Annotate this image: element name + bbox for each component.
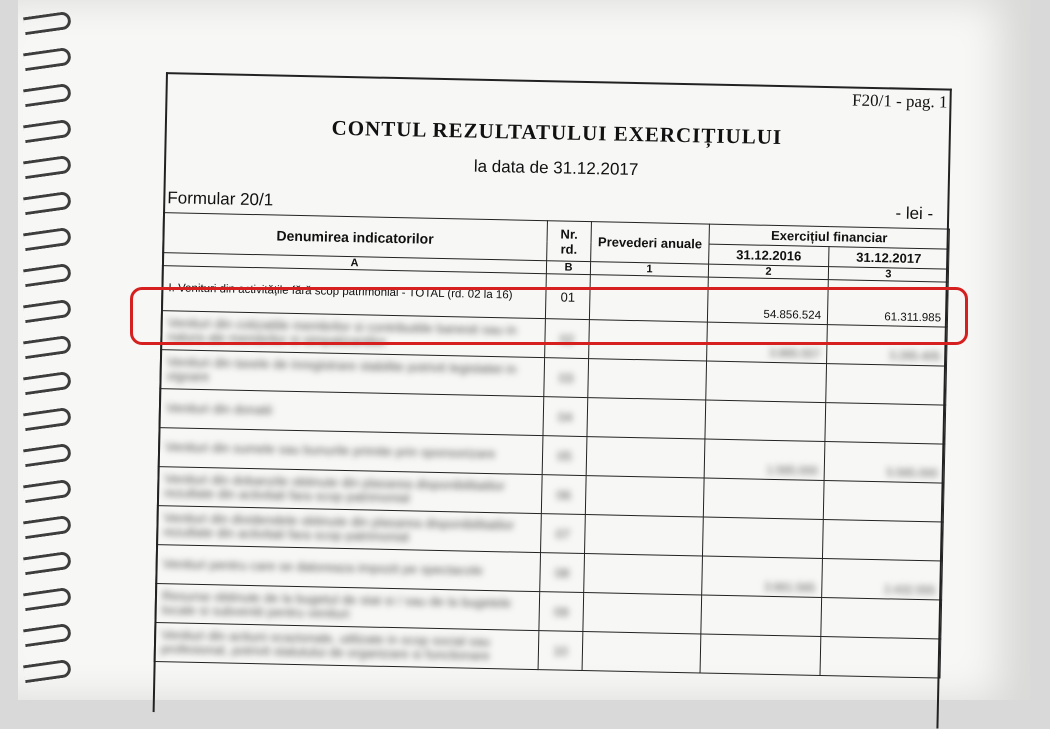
row-code: 05 (542, 436, 587, 476)
row-code: 04 (543, 397, 588, 437)
currency-label: - lei - (895, 203, 934, 224)
spiral-ring (23, 479, 72, 503)
spiral-ring (23, 443, 72, 467)
row-label: Venituri din sumele sau bunurile primite prin sponsorizare (158, 428, 543, 475)
row-value-2016 (706, 361, 827, 403)
row-label: Venituri din actiuni ocazionale, utilizate in scop social sau profesional, potrivit statutului de organizare si functionare (154, 623, 539, 670)
row-value-2016: 1.565.000 (704, 439, 825, 481)
spiral-ring (23, 407, 72, 431)
column-letter: 1 (590, 262, 708, 277)
document-date: la data de 31.12.2017 (473, 156, 639, 180)
spiral-ring (23, 155, 72, 179)
row-forecast (587, 398, 706, 439)
row-forecast (584, 554, 703, 595)
row-code: 09 (539, 592, 584, 632)
header-year-2016: 31.12.2016 (709, 244, 829, 267)
row-forecast (588, 359, 707, 400)
row-label: Resurse obtinute de la bugetul de stat si / sau de la bugetele locale si subventii pentru venituri (155, 584, 540, 631)
spiral-ring (23, 299, 72, 323)
row-value-2017: 5.565.000 (824, 442, 945, 484)
total-row-label: I. Venituri din activitățile fără scop patrimonial - TOTAL (rd. 02 la 16) (162, 266, 547, 319)
total-row-code: 01 (545, 274, 590, 320)
spiral-ring (23, 659, 72, 683)
row-value-2016 (705, 400, 826, 442)
document-sheet (145, 72, 958, 729)
spiral-ring (23, 47, 72, 71)
column-letter: 2 (708, 264, 828, 280)
notebook-page (18, 0, 1030, 700)
spiral-ring (23, 551, 72, 575)
spiral-ring (23, 587, 72, 611)
spiral-binding (18, 0, 78, 700)
header-financial-year: Exercițiul financiar (709, 224, 949, 249)
row-value-2016: 3.865.557 (707, 322, 828, 364)
row-code: 03 (544, 358, 589, 398)
row-value-2016 (703, 478, 824, 520)
row-forecast (586, 437, 705, 478)
spiral-ring (23, 119, 72, 143)
total-value-2017: 61.311.985 (827, 280, 948, 328)
row-value-2017 (825, 403, 946, 445)
row-code: 08 (540, 553, 585, 593)
row-forecast (583, 593, 702, 634)
row-label: Venituri pentru care se datoreaza impozit pe spectacole (156, 545, 541, 592)
row-label: Venituri din dividendele obtinute din plasarea disponibilitatilor rezultate din activitati fara scop patrimonial (157, 506, 542, 553)
header-indicator-name: Denumirea indicatorilor (163, 213, 548, 261)
row-label: Venituri din donatii (159, 389, 544, 436)
spiral-ring (23, 623, 72, 647)
column-letter: B (546, 261, 590, 275)
page-reference: F20/1 - pag. 1 (851, 90, 948, 112)
header-year-2017: 31.12.2017 (829, 247, 949, 270)
spiral-ring (23, 11, 72, 35)
row-forecast (585, 515, 704, 556)
row-code: 02 (545, 319, 590, 359)
row-value-2016 (700, 634, 821, 676)
row-code: 07 (541, 514, 586, 554)
row-value-2017 (820, 637, 941, 679)
row-label: Venituri din dobanzile obtinute din plasarea disponibilitatilor rezultate din activitati fara scop patrimonial (157, 467, 542, 514)
row-value-2017 (823, 481, 944, 523)
header-annual-forecast: Prevederi anuale (591, 222, 710, 264)
spiral-ring (23, 515, 72, 539)
row-code: 10 (538, 631, 583, 671)
row-value-2017: 2.432.555 (822, 559, 943, 601)
row-label: Venituri din cotizatiile membrilor si contributiile banesti sau in natura ale membrilor si simpatizantilor (161, 311, 546, 358)
spiral-ring (23, 335, 72, 359)
row-value-2016: 3.661.565 (702, 556, 823, 598)
row-value-2016 (701, 595, 822, 637)
total-value-2016: 54.856.524 (707, 277, 828, 325)
indicators-table (154, 212, 950, 678)
spiral-ring (23, 371, 72, 395)
row-value-2017 (821, 598, 942, 640)
row-value-2017 (822, 520, 943, 562)
row-forecast (582, 632, 701, 673)
document-title: CONTUL REZULTATULUI EXERCIȚIULUI (331, 115, 783, 150)
row-label: Venituri din taxele de inregistrare stabilite potrivit legislatiei in vigoare (160, 350, 545, 397)
row-value-2017: 3.265.405 (827, 325, 948, 367)
form-label: Formular 20/1 (167, 188, 274, 210)
spiral-ring (23, 83, 72, 107)
header-row-number: Nr. rd. (547, 221, 592, 262)
row-value-2017 (826, 364, 947, 406)
column-letter: 3 (828, 267, 948, 283)
column-letter: A (162, 253, 546, 274)
spiral-ring (23, 263, 72, 287)
row-forecast (585, 476, 704, 517)
spiral-ring (23, 191, 72, 215)
row-code: 06 (541, 475, 586, 515)
red-highlight-outline (130, 287, 968, 345)
spiral-ring (23, 227, 72, 251)
row-value-2016 (702, 517, 823, 559)
